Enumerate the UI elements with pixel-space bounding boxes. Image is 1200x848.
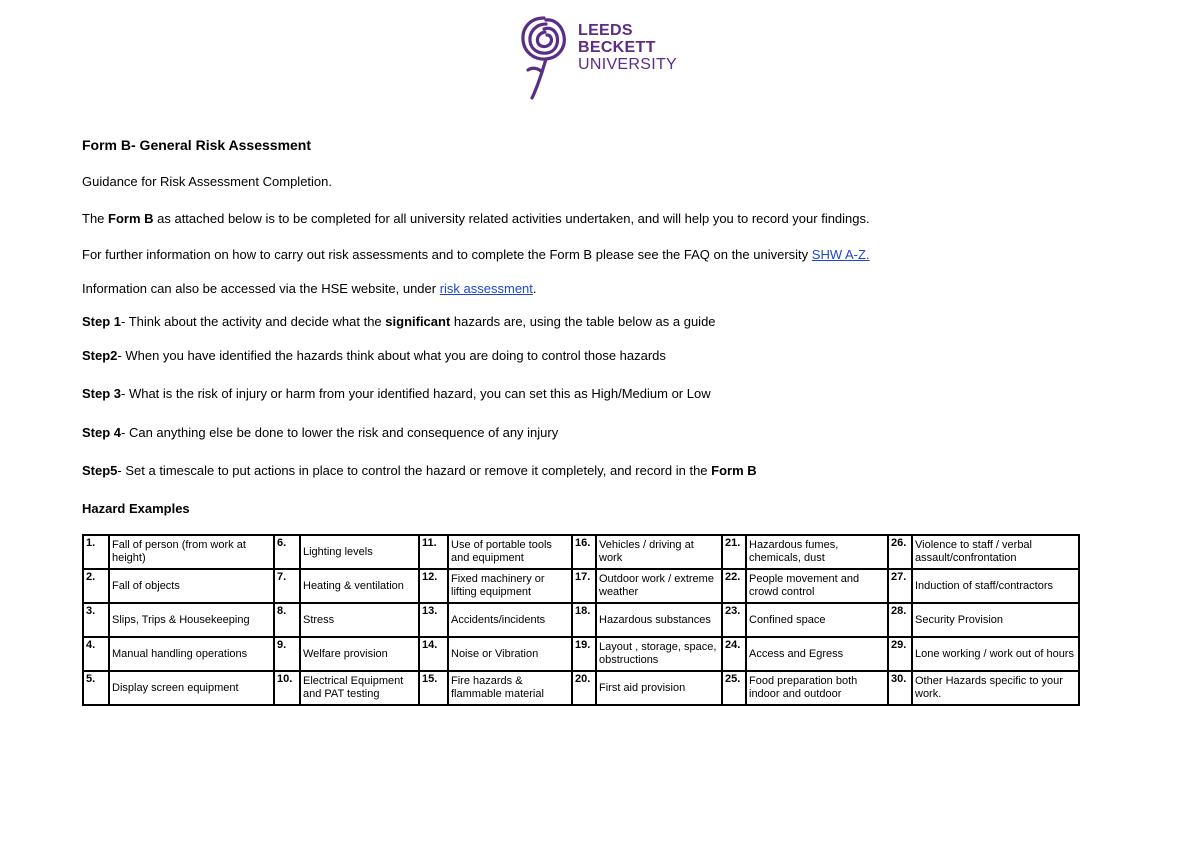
hazard-number: 12.	[419, 569, 448, 603]
hazard-number: 9.	[274, 637, 300, 671]
step-3	[82, 386, 711, 401]
hazard-number: 1.	[83, 535, 109, 569]
further-info-paragraph	[82, 247, 870, 262]
hazard-description: Induction of staff/contractors	[912, 569, 1079, 603]
logo-line-2: BECKETT	[578, 39, 656, 56]
hazard-number: 22.	[722, 569, 746, 603]
hazard-description: Violence to staff / verbal assault/confrontation	[912, 535, 1079, 569]
hazard-description: Access and Egress	[746, 637, 888, 671]
hazard-number: 27.	[888, 569, 912, 603]
hazard-number: 15.	[419, 671, 448, 705]
hazard-table-body	[83, 535, 1079, 705]
shw-a-z-link[interactable]: SHW A-Z.	[811, 247, 870, 262]
step-bold: Form B	[711, 463, 757, 478]
hazard-number: 8.	[274, 603, 300, 637]
table-row	[83, 603, 1079, 637]
hazard-description: Vehicles / driving at work	[596, 535, 722, 569]
step-text: - What is the risk of injury or harm from your identified hazard, you can set this as High/Medium or Low	[121, 386, 711, 401]
hazard-table	[82, 534, 1080, 706]
hazard-description: Security Provision	[912, 603, 1079, 637]
step-1	[82, 314, 716, 329]
hazard-number: 14.	[419, 637, 448, 671]
intro-paragraph	[82, 211, 870, 226]
university-logo	[516, 10, 686, 102]
hazard-number: 24.	[722, 637, 746, 671]
hazard-description: People movement and crowd control	[746, 569, 888, 603]
hazard-number: 25.	[722, 671, 746, 705]
hazard-number: 11.	[419, 535, 448, 569]
hazard-number: 2.	[83, 569, 109, 603]
step-label: Step 4	[82, 425, 122, 440]
step-label: Step 1	[82, 314, 122, 329]
hazard-description: Fall of person (from work at height)	[109, 535, 274, 569]
guidance-heading: Guidance for Risk Assessment Completion.	[82, 174, 332, 189]
hazard-number: 16.	[572, 535, 596, 569]
step-post: hazards are, using the table below as a guide	[450, 314, 716, 329]
rose-icon	[516, 10, 576, 102]
table-row	[83, 671, 1079, 705]
hazard-number: 23.	[722, 603, 746, 637]
hazard-number: 6.	[274, 535, 300, 569]
hazard-description: Electrical Equipment and PAT testing	[300, 671, 419, 705]
hse-text: Information can also be accessed via the HSE website, under	[82, 281, 440, 296]
hazard-description: Manual handling operations	[109, 637, 274, 671]
step-label: Step5	[82, 463, 118, 478]
hazard-description: Fall of objects	[109, 569, 274, 603]
hazard-description: Fire hazards & flammable material	[448, 671, 572, 705]
hazard-number: 30.	[888, 671, 912, 705]
hazard-description: Display screen equipment	[109, 671, 274, 705]
intro-post: as attached below is to be completed for all university related activities undertaken, and will help you to record your findings.	[153, 211, 870, 226]
step-bold: significant	[385, 314, 451, 329]
risk-assessment-link[interactable]: risk assessment	[439, 281, 533, 296]
step-label: Step 3	[82, 386, 122, 401]
hazard-description: Heating & ventilation	[300, 569, 419, 603]
logo-wordmark	[578, 22, 677, 73]
hazard-number: 26.	[888, 535, 912, 569]
intro-pre: The	[82, 211, 109, 226]
hazard-description: Stress	[300, 603, 419, 637]
step-2	[82, 348, 666, 363]
table-row	[83, 637, 1079, 671]
hazard-description: Lone working / work out of hours	[912, 637, 1079, 671]
hazard-description: Accidents/incidents	[448, 603, 572, 637]
hazard-description: Confined space	[746, 603, 888, 637]
hazard-description: Lighting levels	[300, 535, 419, 569]
further-info-text: For further information on how to carry out risk assessments and to complete the Form B please see the FAQ on the university	[82, 247, 812, 262]
hazard-description: Food preparation both indoor and outdoor	[746, 671, 888, 705]
hazard-description: Hazardous fumes, chemicals, dust	[746, 535, 888, 569]
hazard-number: 17.	[572, 569, 596, 603]
table-row	[83, 535, 1079, 569]
step-text: - When you have identified the hazards think about what you are doing to control those hazards	[117, 348, 666, 363]
intro-form-b: Form B	[108, 211, 154, 226]
hazard-number: 19.	[572, 637, 596, 671]
hse-paragraph	[82, 281, 537, 296]
hazard-number: 29.	[888, 637, 912, 671]
hazard-number: 18.	[572, 603, 596, 637]
hazard-description: Hazardous substances	[596, 603, 722, 637]
hazard-examples-heading: Hazard Examples	[82, 501, 190, 516]
hazard-number: 5.	[83, 671, 109, 705]
hazard-description: Layout , storage, space, obstructions	[596, 637, 722, 671]
hazard-number: 7.	[274, 569, 300, 603]
hazard-description: Slips, Trips & Housekeeping	[109, 603, 274, 637]
hazard-description: Outdoor work / extreme weather	[596, 569, 722, 603]
step-4	[82, 425, 558, 440]
hazard-description: Other Hazards specific to your work.	[912, 671, 1079, 705]
hazard-number: 13.	[419, 603, 448, 637]
logo-line-3: UNIVERSITY	[578, 56, 678, 73]
hazard-number: 4.	[83, 637, 109, 671]
hazard-number: 20.	[572, 671, 596, 705]
logo-line-1: LEEDS	[578, 22, 633, 39]
hazard-number: 21.	[722, 535, 746, 569]
hazard-description: First aid provision	[596, 671, 722, 705]
step-label: Step2	[82, 348, 118, 363]
page-title: Form B- General Risk Assessment	[82, 137, 312, 153]
hazard-number: 28.	[888, 603, 912, 637]
hazard-number: 3.	[83, 603, 109, 637]
step-text: - Can anything else be done to lower the risk and consequence of any injury	[121, 425, 559, 440]
hazard-description: Fixed machinery or lifting equipment	[448, 569, 572, 603]
hazard-description: Welfare provision	[300, 637, 419, 671]
hazard-description: Use of portable tools and equipment	[448, 535, 572, 569]
step-text: - Set a timescale to put actions in place to control the hazard or remove it completely, and record in the	[117, 463, 712, 478]
step-5	[82, 463, 757, 478]
hse-post: .	[532, 281, 537, 296]
table-row	[83, 569, 1079, 603]
hazard-number: 10.	[274, 671, 300, 705]
step-text: - Think about the activity and decide what the	[121, 314, 386, 329]
hazard-description: Noise or Vibration	[448, 637, 572, 671]
